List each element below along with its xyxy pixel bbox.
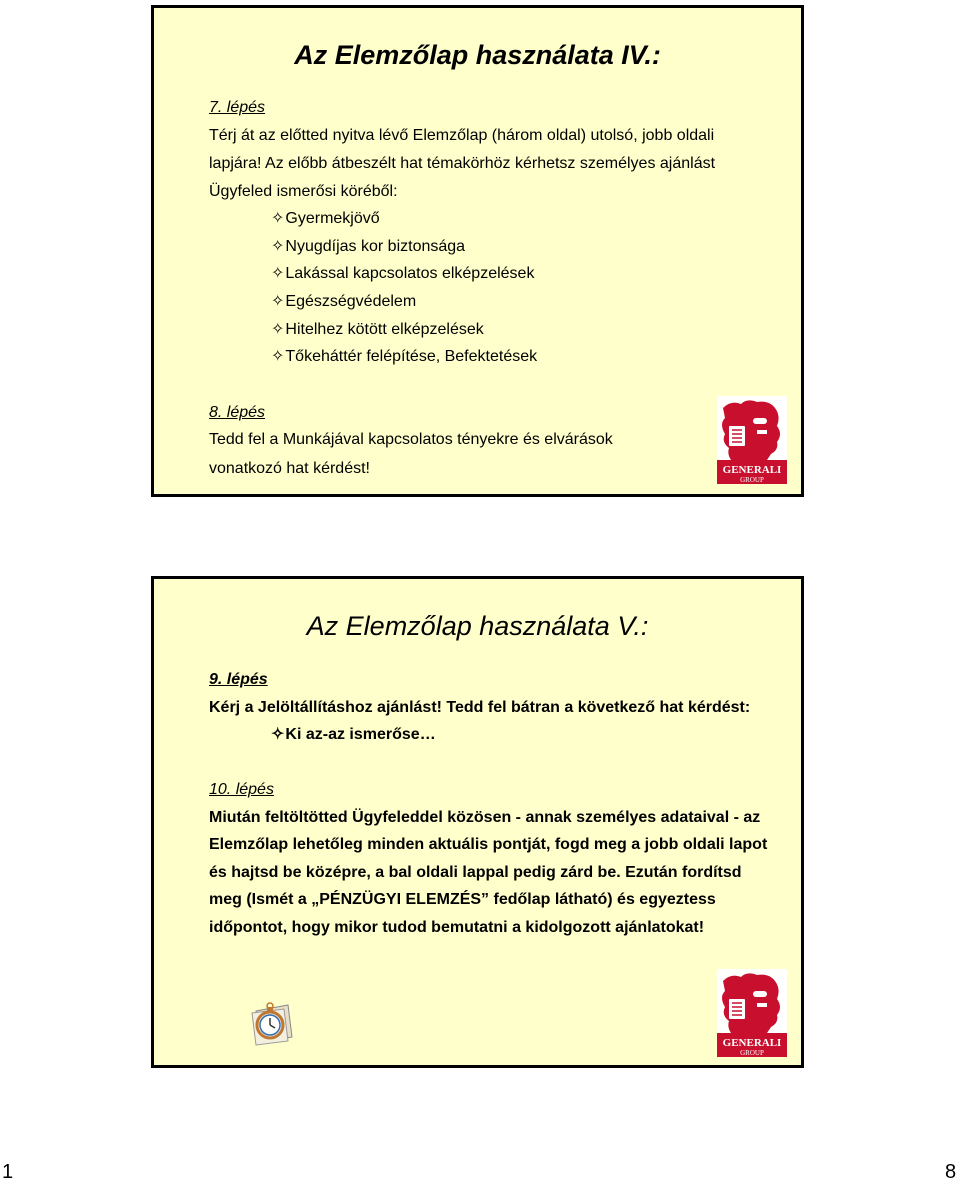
slide-2-title: Az Elemzőlap használata V.:: [306, 611, 649, 641]
step-7-label: 7. lépés: [209, 99, 266, 116]
step-8-label: 8. lépés: [209, 404, 266, 421]
step-7-line: lapjára! Az előbb átbeszélt hat témakörhöz kérhetsz személyes ajánlást: [209, 155, 716, 172]
step-10-label: 10. lépés: [209, 781, 274, 798]
slide-1-title: Az Elemzőlap használata IV.:: [294, 40, 661, 70]
step-10-line: és hajtsd be középre, a bal oldali lappal pedig zárd be. Ezután fordítsd: [209, 864, 742, 881]
step-7-line: Térj át az előtted nyitva lévő Elemzőlap (három oldal) utolsó, jobb oldali: [209, 127, 715, 144]
page-number-left: 1: [2, 1161, 14, 1183]
topic-item: ✧ Lakással kapcsolatos elképzelések: [271, 264, 534, 284]
topic-item: ✧ Nyugdíjas kor biztonsága: [271, 237, 465, 257]
step-10-line: Miután feltöltötted Ügyfeleddel közösen - annak személyes adataival - az: [209, 809, 761, 826]
logo-wordmark: GENERALI: [722, 464, 782, 476]
step-9-bullet: ✧ Ki az-az ismerőse…: [271, 725, 436, 745]
clock-icon: [246, 997, 296, 1047]
page-number-right: 8: [945, 1161, 957, 1183]
generali-logo: [717, 396, 787, 484]
topic-item: ✧ Hitelhez kötött elképzelések: [271, 320, 484, 340]
topic-item: ✧ Tőkeháttér felépítése, Befektetések: [271, 347, 537, 367]
step-9-line: Kérj a Jelöltállításhoz ajánlást! Tedd fel bátran a következő hat kérdést:: [209, 699, 751, 716]
logo-sub: GROUP: [740, 1049, 764, 1057]
slide-1: [151, 5, 804, 497]
logo-wordmark: GENERALI: [722, 1037, 782, 1049]
step-10-line: Elemzőlap lehetőleg minden aktuális pontját, fogd meg a jobb oldali lapot: [209, 836, 768, 853]
step-10-line: időpontot, hogy mikor tudod bemutatni a kidolgozott ajánlatokat!: [209, 919, 705, 936]
step-8-line: Tedd fel a Munkájával kapcsolatos tényekre és elvárások: [209, 431, 613, 448]
step-9-label: 9. lépés: [209, 671, 268, 688]
logo-sub: GROUP: [740, 476, 764, 484]
slide-2: [151, 576, 804, 1068]
topic-item: ✧ Gyermekjövő: [271, 209, 380, 229]
step-8-line: vonatkozó hat kérdést!: [209, 460, 370, 477]
step-10-line: meg (Ismét a „PÉNZÜGYI ELEMZÉS” fedőlap látható) és egyeztess: [209, 891, 716, 908]
generali-logo: [717, 969, 787, 1057]
step-7-line: Ügyfeled ismerősi köréből:: [209, 183, 398, 200]
topic-item: ✧ Egészségvédelem: [271, 292, 416, 312]
